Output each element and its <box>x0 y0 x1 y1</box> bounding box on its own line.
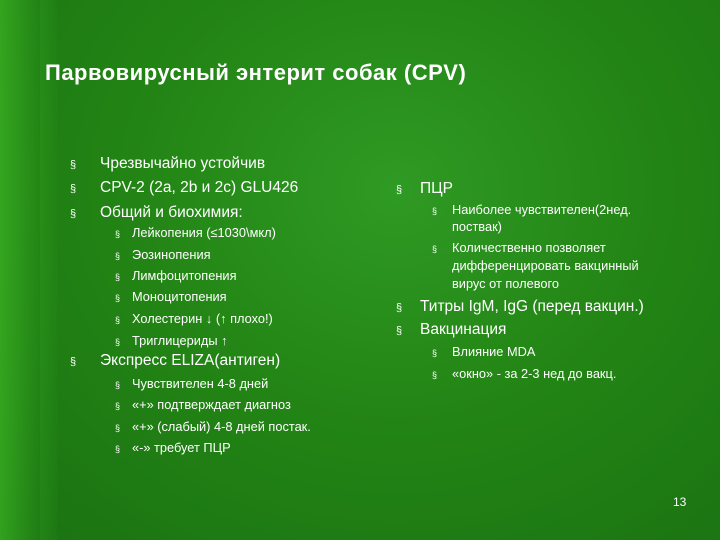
bullet-text: Титры IgM, IgG (перед вакцин.) <box>420 298 644 315</box>
bullet-icon: § <box>115 423 121 433</box>
sub-bullet-text: Наиболее чувствителен(2нед. <box>452 202 632 217</box>
sub-bullet-text-continuation: дифференцировать вакцинный <box>452 258 639 273</box>
sub-bullet-text-continuation: поствак) <box>452 219 502 234</box>
bullet-icon: § <box>115 444 121 454</box>
bullet-icon: § <box>396 325 403 337</box>
sub-bullet-text: Количественно позволяет <box>452 240 606 255</box>
bullet-item <box>396 316 507 345</box>
sub-bullet-item <box>115 308 273 332</box>
bullet-text: Чрезвычайно устойчив <box>100 155 266 172</box>
bullet-icon: § <box>432 206 438 216</box>
bullet-icon: § <box>70 208 77 220</box>
bullet-item <box>70 347 281 376</box>
sub-bullet-text: «-» требует ПЦР <box>132 440 231 455</box>
bullet-icon: § <box>115 337 121 347</box>
bullet-icon: § <box>70 356 77 368</box>
sub-bullet-text: Моноцитопения <box>132 289 227 304</box>
sub-bullet-text: Эозинопения <box>132 247 211 262</box>
bullet-icon: § <box>115 293 121 303</box>
bullet-icon: § <box>432 370 438 380</box>
bullet-icon: § <box>396 184 403 196</box>
bullet-text: Общий и биохимия: <box>100 204 243 221</box>
bullet-icon: § <box>70 183 77 195</box>
sub-bullet-text: Влияние MDA <box>452 344 536 359</box>
sub-bullet-item <box>432 363 617 387</box>
sub-bullet-item <box>115 437 231 461</box>
bullet-icon: § <box>432 244 438 254</box>
sub-bullet-item <box>432 341 536 365</box>
sub-bullet-text: Триглицериды ↑ <box>132 333 228 348</box>
sub-bullet-text: «окно» - за 2-3 нед до вакц. <box>452 366 617 381</box>
bullet-icon: § <box>396 302 403 314</box>
bullet-item <box>396 175 453 204</box>
sub-bullet-item <box>115 416 311 440</box>
bullet-icon: § <box>115 401 121 411</box>
sub-bullet-item <box>115 394 291 418</box>
sub-bullet-text: Чувствителен 4-8 дней <box>132 376 269 391</box>
sub-bullet-item <box>115 373 269 397</box>
bullet-icon: § <box>115 380 121 390</box>
bullet-item <box>70 199 243 228</box>
sub-bullet-item <box>115 265 237 289</box>
page-number: 13 <box>673 495 687 509</box>
bullet-icon: § <box>115 272 121 282</box>
bullet-text: ПЦР <box>420 180 453 197</box>
sub-bullet-text: «+» подтверждает диагноз <box>132 397 291 412</box>
sub-bullet-item <box>432 199 632 223</box>
bullet-text: Экспресс ELIZA(антиген) <box>100 352 281 369</box>
bullet-icon: § <box>115 229 121 239</box>
sub-bullet-item <box>115 286 227 310</box>
bullet-icon: § <box>115 315 121 325</box>
sub-bullet-text: Лейкопения (≤1030\мкл) <box>132 225 276 240</box>
bullet-icon: § <box>115 251 121 261</box>
bullet-icon: § <box>70 159 77 171</box>
sub-bullet-text: Холестерин ↓ (↑ плохо!) <box>132 311 273 326</box>
sub-bullet-text: Лимфоцитопения <box>132 268 237 283</box>
bullet-text: Вакцинация <box>420 321 507 338</box>
sub-bullet-text-continuation: вирус от полевого <box>452 276 560 291</box>
bullet-text: CPV-2 (2a, 2b и 2c) GLU426 <box>100 179 299 196</box>
sub-bullet-item <box>115 244 211 268</box>
bullet-icon: § <box>432 348 438 358</box>
decor-stripe-left <box>0 0 40 540</box>
sub-bullet-item <box>432 237 606 261</box>
sub-bullet-item <box>115 222 276 246</box>
sub-bullet-text: «+» (слабый) 4-8 дней постак. <box>132 419 311 434</box>
slide-title: Парвовирусный энтерит собак (CPV) <box>45 60 467 85</box>
